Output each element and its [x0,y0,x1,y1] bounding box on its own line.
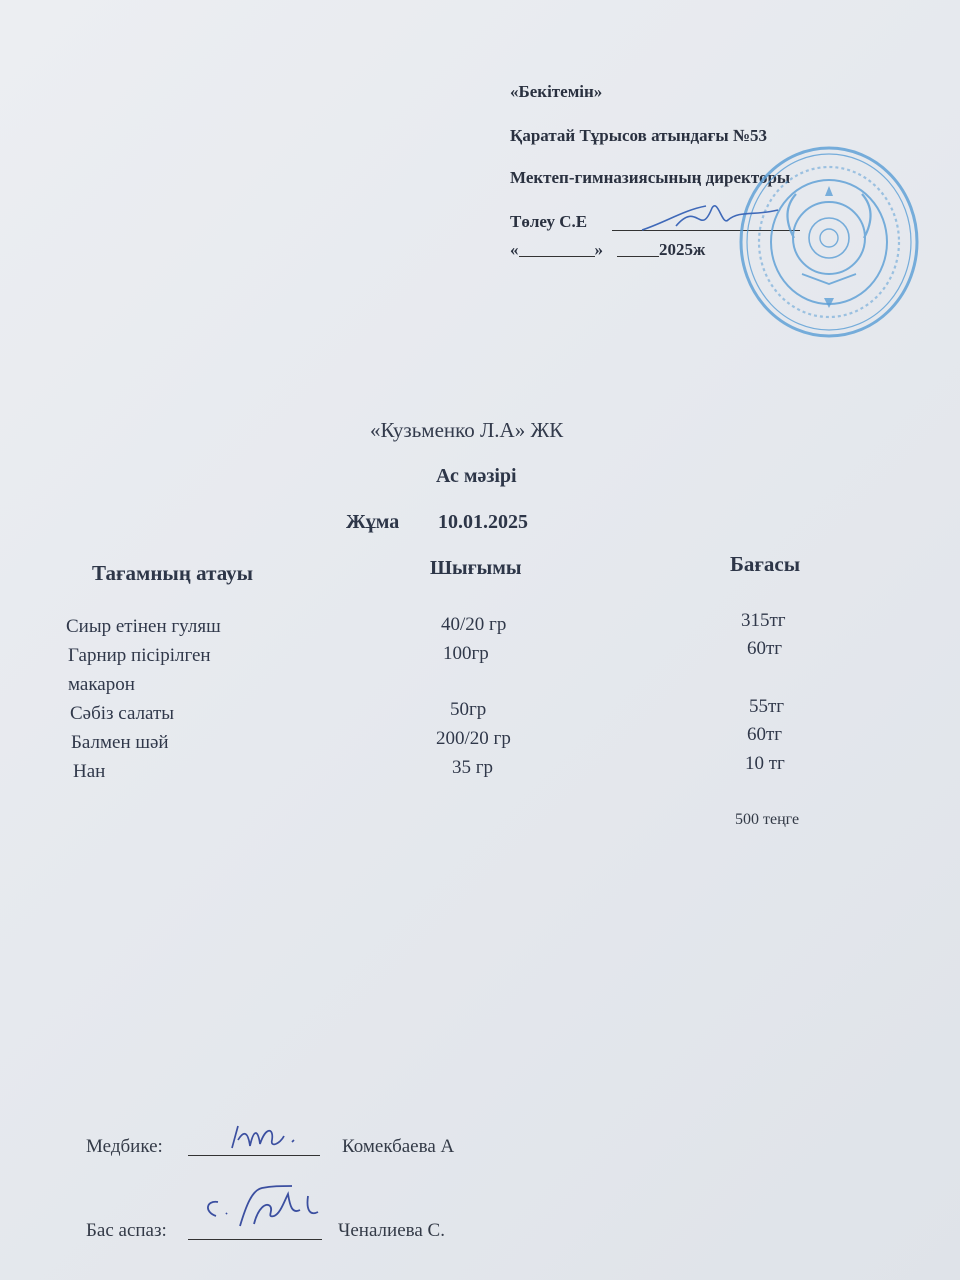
director-name: Төлеу С.Е [510,212,588,231]
menu-day: Жұма [346,511,400,533]
approval-date [510,240,705,260]
dish-name: Гарнир пісірілген [68,645,211,666]
dish-yield: 100гр [443,643,489,664]
chef-name: Ченалиева С. [338,1220,445,1241]
date-open-quote: « [510,240,519,259]
approval-year: 2025ж [659,240,706,259]
dish-yield: 50гр [450,699,487,720]
nurse-signature [226,1118,310,1156]
column-yield-header: Шығымы [430,557,522,579]
dish-price: 60тг [747,724,783,745]
approval-school: Қаратай Тұрысов атындағы №53 [510,126,767,145]
approval-position: Мектеп-гимназиясының директоры [510,168,791,187]
dish-price: 55тг [749,696,785,717]
official-stamp [736,142,922,342]
company-name: «Кузьменко Л.А» ЖК [370,418,564,442]
nurse-name: Комекбаева А [342,1136,455,1157]
menu-date: 10.01.2025 [438,511,528,533]
approval-director [510,212,587,232]
dish-price: 315тг [741,610,786,631]
dish-price: 60тг [747,638,783,659]
dish-yield: 200/20 гр [436,728,511,749]
dish-name: Сәбіз салаты [70,703,175,724]
menu-title: Ас мәзірі [436,465,517,487]
chef-signature [196,1176,326,1240]
dish-name: Балмен шәй [71,732,169,753]
dish-yield: 35 гр [452,757,494,778]
dish-yield: 40/20 гр [441,614,507,635]
dish-name: Сиыр етінен гуляш [66,616,221,637]
dish-name: Нан [73,761,106,782]
chef-label: Бас аспаз: [86,1220,167,1241]
total-price: 500 теңге [735,811,800,828]
dish-price: 10 тг [745,753,785,774]
column-name-header: Тағамның атауы [92,561,254,585]
nurse-label: Медбике: [86,1136,163,1157]
approval-heading: «Бекітемін» [510,82,603,101]
dish-name-continued: макарон [68,674,135,695]
column-price-header: Бағасы [730,552,801,576]
date-close-quote: » [594,240,603,259]
director-signature [636,196,786,242]
